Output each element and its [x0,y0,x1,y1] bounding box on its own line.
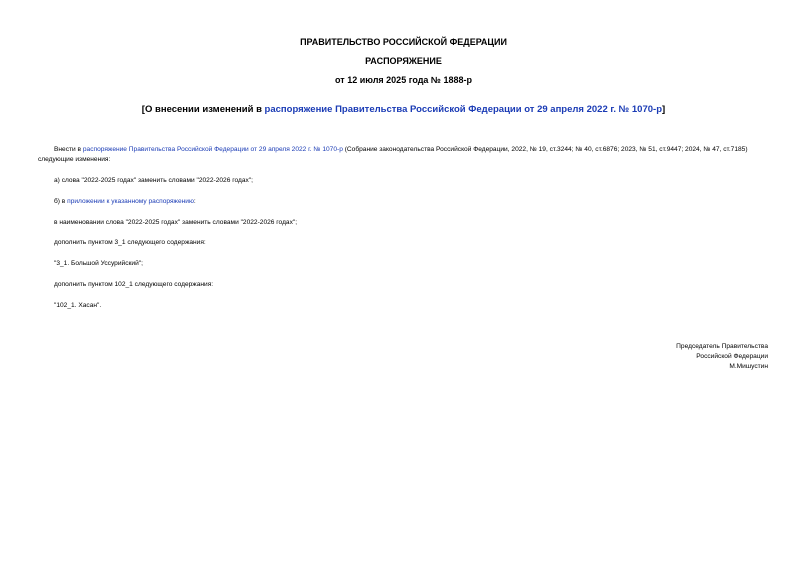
intro-suffix: (Собрание законодательства Российской Федерации, 2022, № 19, ст.3244; № 40, ст.6876; 2023, № 51, ст.9447; 2024, № 47, ст.7185) следующие изменения: [38,146,748,163]
appendix-link[interactable]: приложении к указанному распоряжению [67,198,194,205]
item-a-paragraph: а) слова "2022-2025 годах" заменить словами "2022-2026 годах"; [54,177,253,184]
item-b-suffix: : [193,198,196,205]
intro-prefix: Внести в [54,146,83,153]
subject-prefix: [О внесении изменений в [141,104,265,115]
subject-suffix: ] [662,104,666,115]
item-b-prefix: б) в [54,198,68,205]
document-subject-title [0,104,807,115]
signature-position-line2: Российской Федерации [696,353,768,360]
signature-position-line1: Председатель Правительства [676,343,768,350]
intro-paragraph [38,145,768,165]
add-point-3-1-paragraph: дополнить пунктом 3_1 следующего содержания: [54,239,206,246]
document-date-number: от 12 июля 2025 года № 1888-р [335,75,472,85]
intro-decree-link[interactable]: распоряжение Правительства Российской Федерации от 29 апреля 2022 г. № 1070-р [82,146,343,153]
signature-name: М.Мишустин [729,363,768,370]
item-b-paragraph [54,197,196,207]
point-3-1-text: "3_1. Большой Уссурийский"; [54,260,143,267]
document-type-heading: РАСПОРЯЖЕНИЕ [365,56,442,66]
government-heading: ПРАВИТЕЛЬСТВО РОССИЙСКОЙ ФЕДЕРАЦИИ [300,37,507,47]
rename-paragraph: в наименовании слова "2022-2025 годах" заменить словами "2022-2026 годах"; [54,219,298,226]
point-102-1-text: "102_1. Хасан". [54,302,102,309]
subject-decree-link[interactable]: распоряжение Правительства Российской Федерации от 29 апреля 2022 г. № 1070-р [264,104,663,115]
add-point-102-1-paragraph: дополнить пунктом 102_1 следующего содержания: [54,281,214,288]
